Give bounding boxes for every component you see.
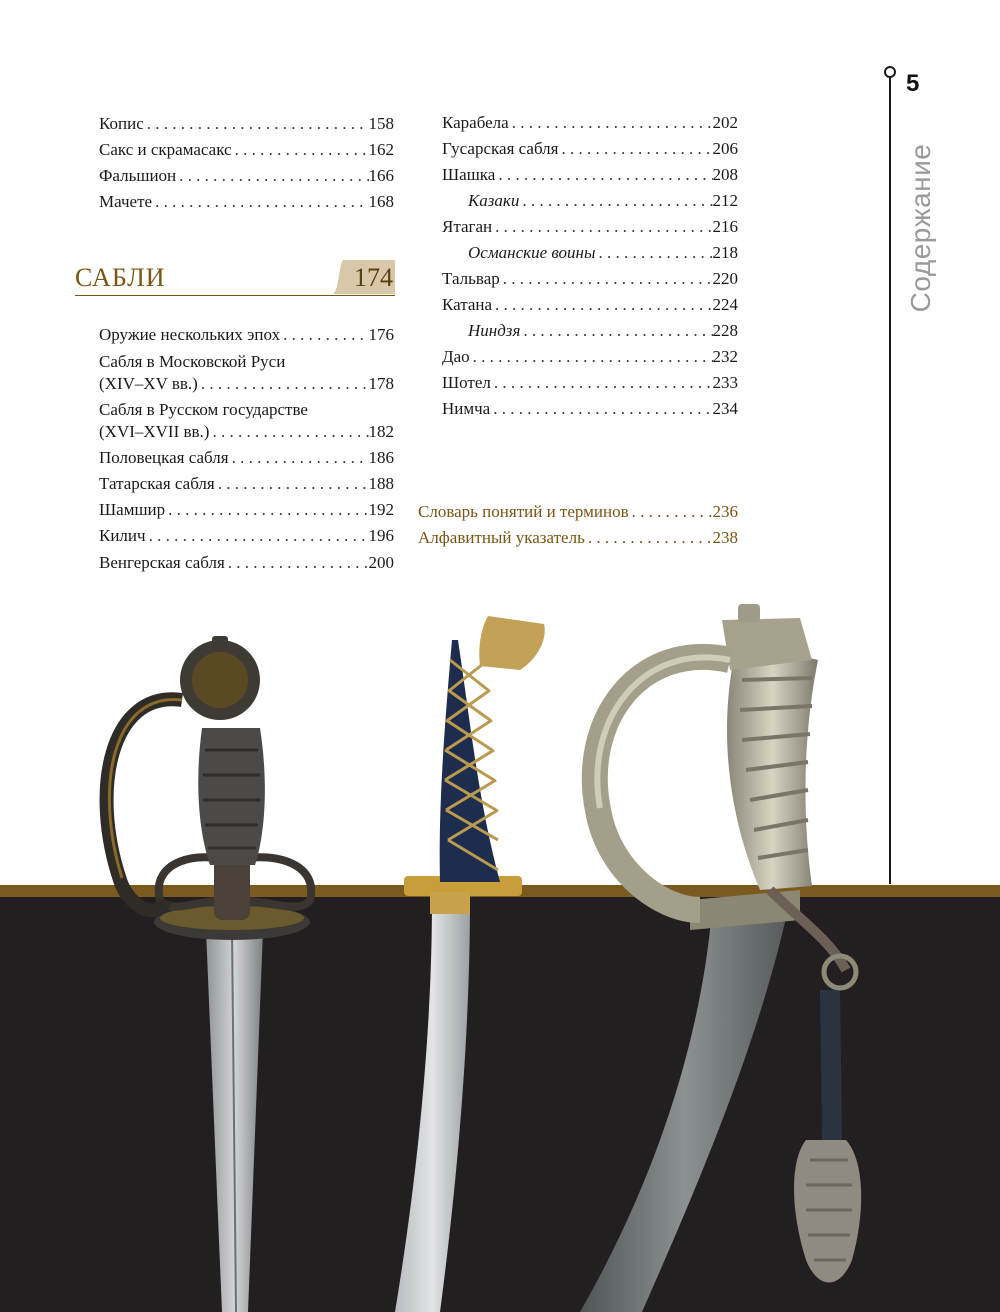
toc-entry[interactable] <box>442 268 738 290</box>
toc-entry-page: 200 <box>368 553 394 572</box>
toc-entry-title: Нимча <box>442 399 491 418</box>
toc-entry-title: Шамшир <box>99 500 166 519</box>
toc-entry[interactable] <box>99 139 394 161</box>
toc-entry-title: Ятаган <box>442 217 493 236</box>
swords-illustration <box>0 600 1000 1312</box>
toc-entry[interactable] <box>99 351 394 395</box>
toc-entry-title: Ниндзя <box>468 321 521 340</box>
toc-entry-page: 228 <box>712 321 738 340</box>
toc-entry-title: Венгерская сабля <box>99 553 225 572</box>
toc-entry-title-cont: (XVI–XVII вв.) <box>99 422 210 441</box>
toc-entry[interactable] <box>99 113 394 135</box>
toc-entry[interactable] <box>99 499 394 521</box>
toc-subentry[interactable] <box>468 190 738 212</box>
toc-entry-page: 216 <box>712 217 738 236</box>
officer-sabre-image <box>580 604 861 1312</box>
toc-entry-title: Мачете <box>99 192 153 211</box>
toc-entry-title: Шотел <box>442 373 491 392</box>
toc-entry-title: Оружие нескольких эпох <box>99 325 281 344</box>
toc-entry-title: Татарская сабля <box>99 474 215 493</box>
toc-entry[interactable] <box>442 138 738 160</box>
toc-entry-title: Шашка <box>442 165 496 184</box>
toc-entry-title: Тальвар <box>442 269 500 288</box>
toc-entry-page: 188 <box>368 474 394 493</box>
toc-entry-page: 212 <box>712 191 738 210</box>
toc-entry-title: Алфавитный указатель <box>418 528 585 547</box>
katana-image <box>395 616 545 1312</box>
toc-entry-page: 202 <box>712 113 738 132</box>
toc-entry-title: Катана <box>442 295 493 314</box>
toc-entry[interactable] <box>99 399 394 443</box>
toc-entry[interactable] <box>442 398 738 420</box>
toc-entry-page: 218 <box>712 243 738 262</box>
toc-entry-page: 162 <box>368 140 394 159</box>
toc-entry-title: Дао <box>442 347 470 366</box>
toc-entry[interactable] <box>99 447 394 469</box>
toc-appendix-entry[interactable] <box>418 527 738 549</box>
toc-entry[interactable] <box>99 552 394 574</box>
page-number: 5 <box>906 70 920 97</box>
toc-entry-page: 208 <box>712 165 738 184</box>
toc-entry-page: 233 <box>712 373 738 392</box>
toc-subentry[interactable] <box>468 320 738 342</box>
toc-entry-page: 186 <box>368 448 394 467</box>
toc-entry-title: Сабля в Московской Руси <box>99 352 286 371</box>
toc-entry-page: 168 <box>368 192 394 211</box>
toc-subentry[interactable] <box>468 242 738 264</box>
toc-entry-page: 166 <box>368 166 394 185</box>
toc-entry[interactable] <box>442 112 738 134</box>
toc-entry[interactable] <box>99 191 394 213</box>
toc-appendix-entry[interactable] <box>418 501 738 523</box>
toc-entry[interactable] <box>442 216 738 238</box>
toc-entry-title: Сакс и скрамасакс <box>99 140 232 159</box>
toc-entry-title: Половецкая сабля <box>99 448 229 467</box>
toc-entry-page: 158 <box>368 114 394 133</box>
smallsword-image <box>107 636 312 1312</box>
toc-entry[interactable] <box>442 294 738 316</box>
toc-entry-page: 238 <box>712 528 738 547</box>
toc-entry[interactable] <box>99 165 394 187</box>
toc-entry[interactable] <box>442 164 738 186</box>
section-title: САБЛИ <box>75 263 166 292</box>
toc-entry-page: 206 <box>712 139 738 158</box>
toc-entry-title: Словарь понятий и терминов <box>418 502 629 521</box>
toc-entry-title: Османские воины <box>468 243 596 262</box>
section-label: Содержание <box>905 143 936 313</box>
toc-entry[interactable] <box>99 525 394 547</box>
toc-entry-title: Копис <box>99 114 144 133</box>
toc-entry-page: 196 <box>368 526 394 545</box>
toc-entry[interactable] <box>442 346 738 368</box>
section-rule <box>75 295 395 296</box>
toc-entry-page: 178 <box>368 374 394 393</box>
toc-entry-page: 224 <box>712 295 738 314</box>
toc-entry[interactable] <box>99 324 394 346</box>
toc-entry-page: 176 <box>368 325 394 344</box>
toc-entry-page: 192 <box>368 500 394 519</box>
toc-entry-page: 220 <box>712 269 738 288</box>
toc-entry[interactable] <box>99 473 394 495</box>
toc-entry-title-cont: (XIV–XV вв.) <box>99 374 198 393</box>
toc-entry-title: Казаки <box>468 191 520 210</box>
toc-entry-title: Фальшион <box>99 166 177 185</box>
section-header[interactable] <box>75 260 395 296</box>
toc-entry-page: 232 <box>712 347 738 366</box>
section-page: 174 <box>354 263 393 292</box>
toc-entry-title: Сабля в Русском государстве <box>99 400 308 419</box>
toc-entry-title: Гусарская сабля <box>442 139 559 158</box>
toc-entry-page: 234 <box>712 399 738 418</box>
toc-entry-title: Килич <box>99 526 146 545</box>
toc-entry-page: 182 <box>368 422 394 441</box>
toc-entry[interactable] <box>442 372 738 394</box>
toc-entry-title: Карабела <box>442 113 509 132</box>
toc-entry-page: 236 <box>712 502 738 521</box>
